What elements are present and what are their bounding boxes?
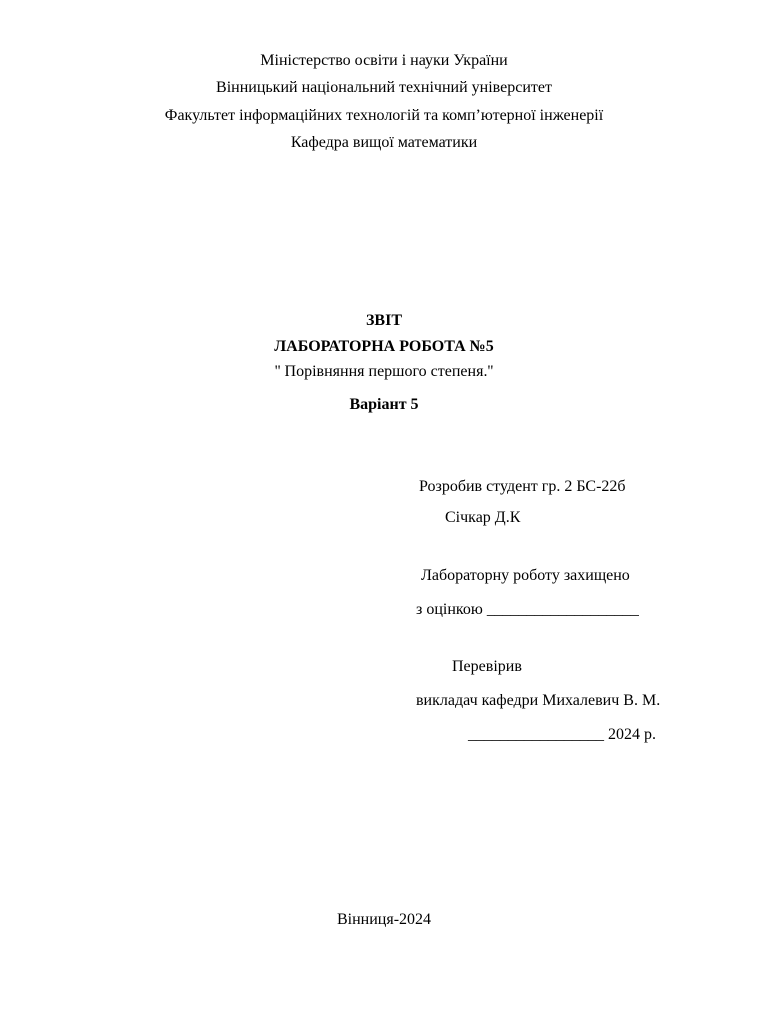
department-line: Кафедра вищої математики [290, 134, 478, 151]
lab-title: ЛАБОРАТОРНА РОБОТА №5 [274, 338, 494, 355]
developed-by-line: Розробив студент гр. 2 БС-22б [419, 478, 626, 495]
date-line [468, 725, 656, 745]
defense-line: Лабораторну роботу захищено [421, 567, 630, 584]
grade-label: з оцінкою [416, 601, 483, 618]
date-blank: _________________ [468, 726, 604, 743]
university-line: Вінницький національний технічний університет [216, 79, 552, 96]
grade-blank: ___________________ [486, 601, 639, 618]
teacher-line: викладач кафедри Михалевич В. М. [416, 692, 661, 709]
checked-by-label: Перевірив [452, 658, 522, 675]
grade-line [416, 600, 639, 620]
faculty-line: Факультет інформаційних технологій та комп’ютерної інженерії [164, 107, 604, 124]
city-year: Вінниця-2024 [336, 911, 432, 928]
report-title: ЗВІТ [365, 312, 402, 329]
variant-label: Варіант 5 [349, 396, 419, 413]
ministry-line: Міністерство освіти і науки України [260, 52, 508, 69]
student-name: Січкар Д.К [445, 509, 521, 526]
lab-topic: '' Порівняння першого степеня.'' [274, 363, 494, 380]
date-year: 2024 р. [608, 726, 656, 743]
